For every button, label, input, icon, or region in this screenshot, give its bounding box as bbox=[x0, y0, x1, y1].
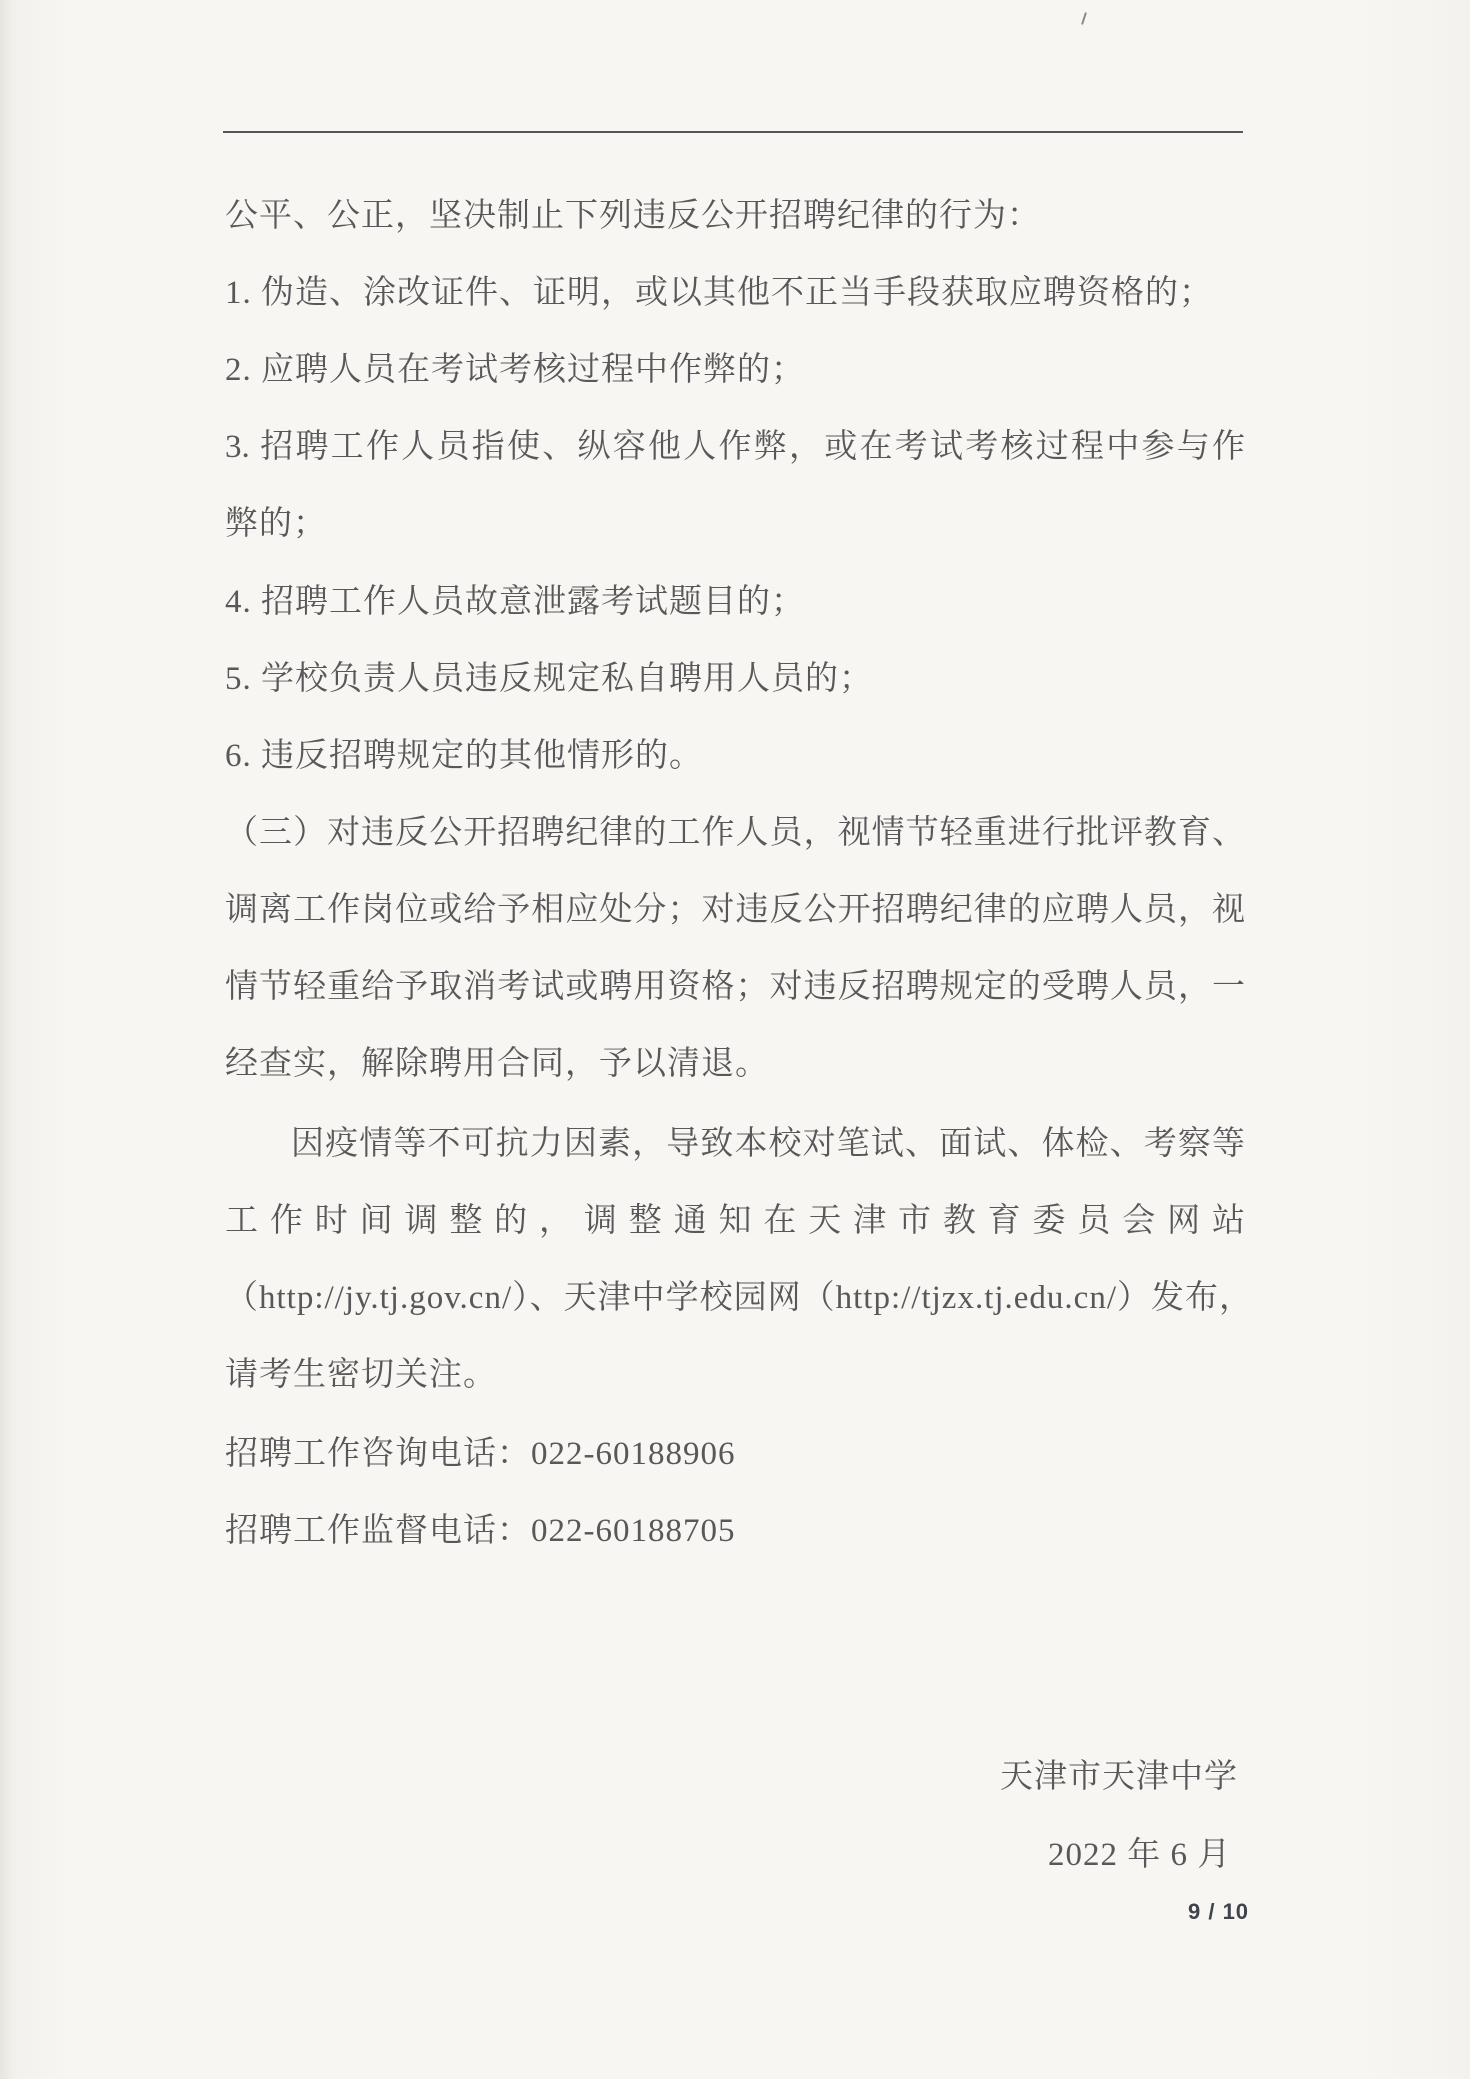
text-line: 调离工作岗位或给予相应处分；对违反公开招聘纪律的应聘人员，视 bbox=[225, 892, 1245, 928]
text-line: 弊的； bbox=[225, 506, 327, 542]
text-line: 4. 招聘工作人员故意泄露考试题目的； bbox=[225, 584, 805, 620]
text-line: 公平、公正，坚决制止下列违反公开招聘纪律的行为： bbox=[225, 198, 1041, 234]
text-line: （http://jy.tj.gov.cn/）、天津中学校园网（http://tjzx.tj.edu.cn/）发布， bbox=[225, 1280, 1254, 1316]
text-line: （三）对违反公开招聘纪律的工作人员，视情节轻重进行批评教育、 bbox=[225, 815, 1245, 851]
scan-speck-mark bbox=[1081, 12, 1087, 25]
text-line: 5. 学校负责人员违反规定私自聘用人员的； bbox=[225, 661, 873, 697]
text-line: 情节轻重给予取消考试或聘用资格；对违反招聘规定的受聘人员，一 bbox=[225, 969, 1245, 1005]
text-line: 经查实，解除聘用合同，予以清退。 bbox=[225, 1046, 769, 1082]
text-line: 2. 应聘人员在考试考核过程中作弊的； bbox=[225, 352, 805, 388]
text-line: 3. 招聘工作人员指使、纵容他人作弊，或在考试考核过程中参与作 bbox=[225, 429, 1245, 465]
header-divider-line bbox=[223, 131, 1243, 133]
signature-date: 2022 年 6 月 bbox=[1048, 1837, 1232, 1873]
text-line: 因疫情等不可抗力因素，导致本校对笔试、面试、体检、考察等 bbox=[291, 1126, 1245, 1162]
text-line: 招聘工作咨询电话：022-60188906 bbox=[225, 1436, 736, 1472]
text-line: 工作时间调整的，调整通知在天津市教育委员会网站 bbox=[225, 1203, 1245, 1239]
text-line: 1. 伪造、涂改证件、证明，或以其他不正当手段获取应聘资格的； bbox=[225, 275, 1213, 311]
text-line: 招聘工作监督电话：022-60188705 bbox=[225, 1513, 736, 1549]
page-number: 9 / 10 bbox=[1188, 1899, 1250, 1924]
text-line: 6. 违反招聘规定的其他情形的。 bbox=[225, 738, 703, 774]
signature-school: 天津市天津中学 bbox=[1000, 1759, 1238, 1795]
text-line: 请考生密切关注。 bbox=[225, 1357, 497, 1393]
